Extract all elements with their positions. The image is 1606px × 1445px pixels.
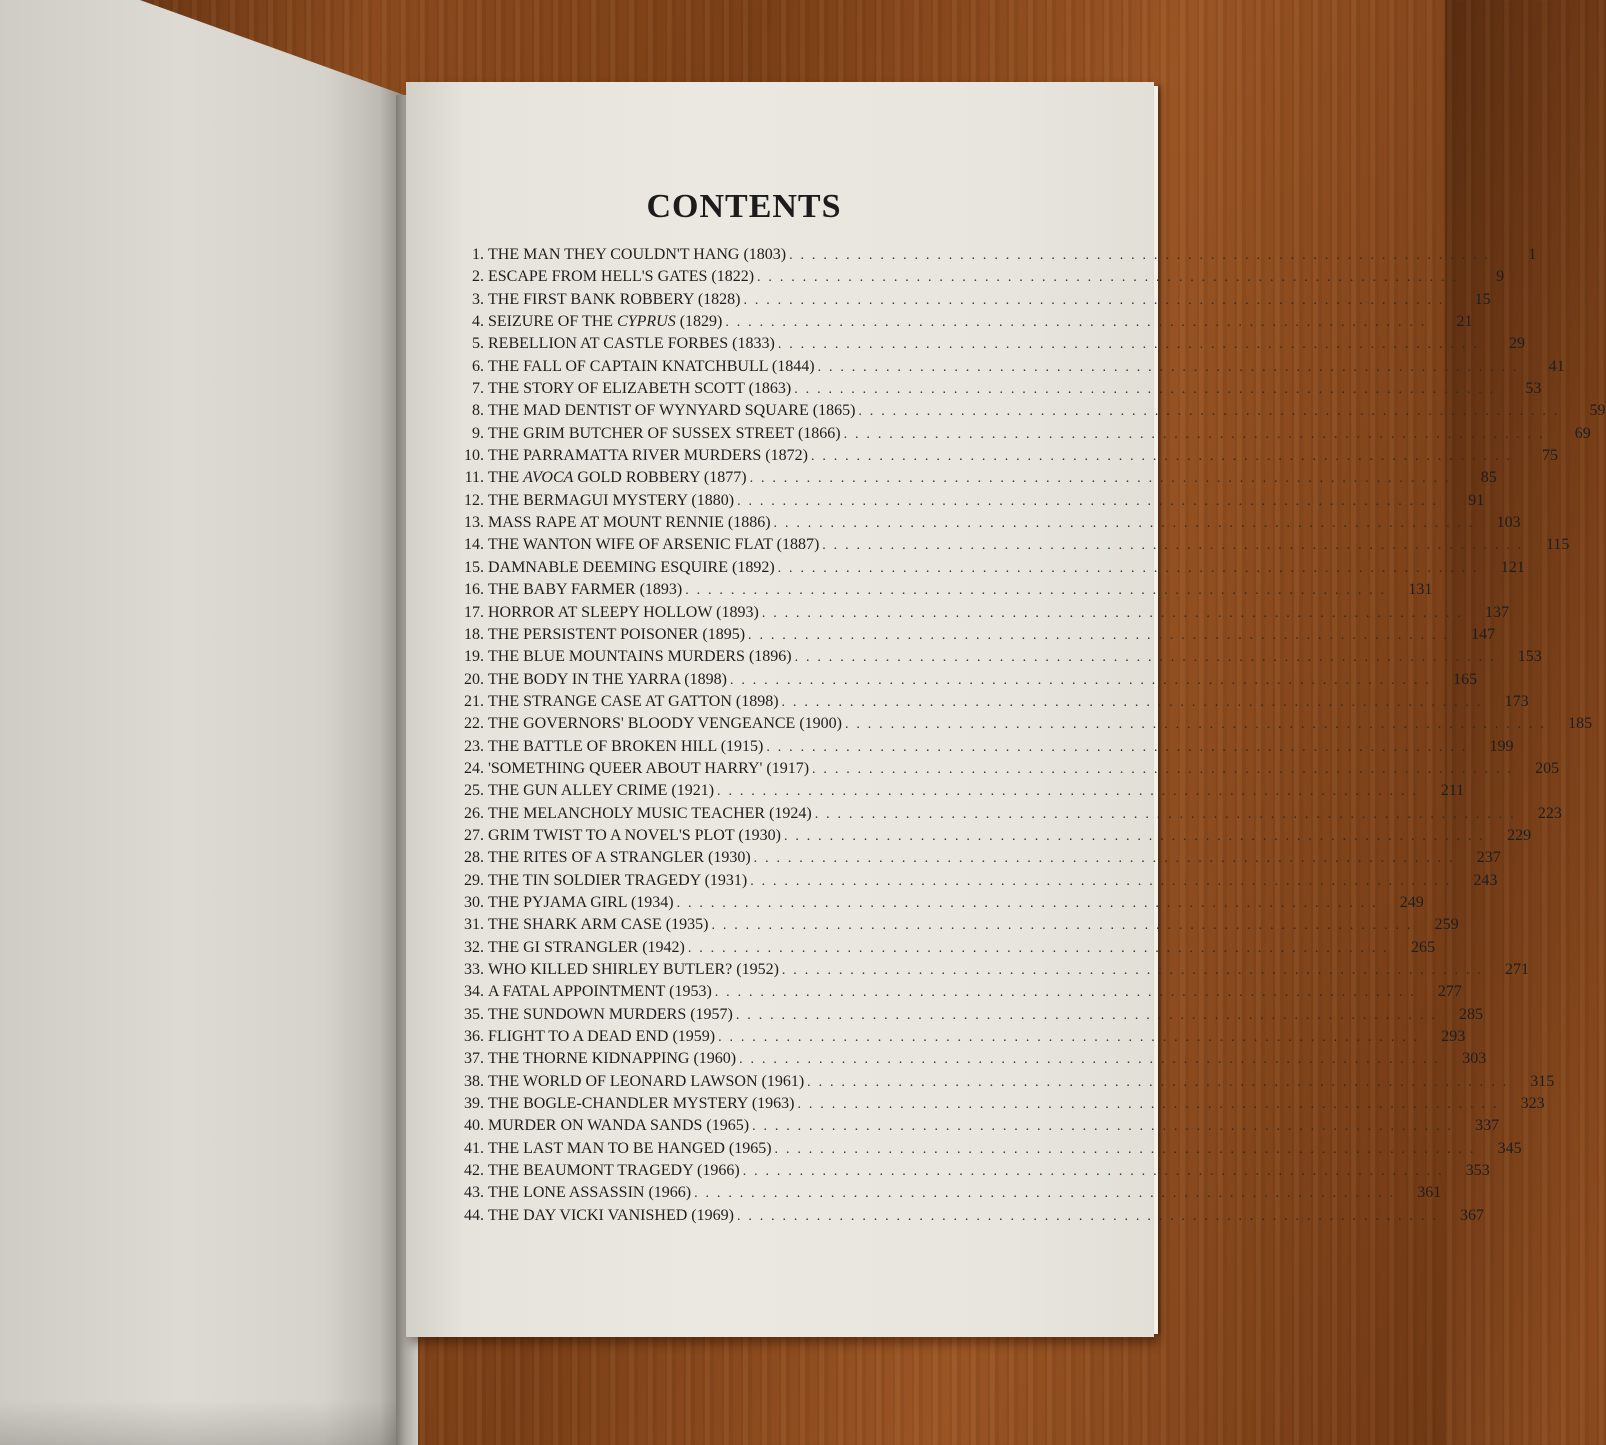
toc-dot-leader: . . . . . . . . . . . . . . . . . . . . . . . . . . . . . . . . . . . . . . . . . . . . . . . . . . . . . . . . . . . . . . [735, 1007, 1437, 1023]
toc-entry [440, 1004, 1483, 1026]
toc-entry [440, 1093, 1545, 1115]
toc-dot-leader: . . . . . . . . . . . . . . . . . . . . . . . . . . . . . . . . . . . . . . . . . . . . . . . . . . . . . . . . . . . . . . [773, 516, 1475, 532]
toc-dot-leader: . . . . . . . . . . . . . . . . . . . . . . . . . . . . . . . . . . . . . . . . . . . . . . . . . . . . . . . . . . . . . . [817, 359, 1519, 375]
toc-entry-page: 137 [1484, 603, 1509, 621]
toc-entry-page: 103 [1496, 514, 1521, 532]
toc-entry-title: THE GRIM BUTCHER OF SUSSEX STREET (1866) [488, 424, 841, 442]
toc-dot-leader: . . . . . . . . . . . . . . . . . . . . . . . . . . . . . . . . . . . . . . . . . . . . . . . . . . . . . . . . . . . . . . [794, 650, 1496, 666]
toc-entry-number: 28. [464, 849, 484, 867]
toc-entry-title: REBELLION AT CASTLE FORBES (1833) [488, 335, 775, 353]
toc-entry-number: 4. [472, 313, 484, 331]
toc-entry-title: HORROR AT SLEEPY HOLLOW (1893) [488, 603, 759, 621]
toc-entry-number: 34. [464, 983, 484, 1001]
toc-entry-title: THE FIRST BANK ROBBERY (1828) [488, 290, 741, 308]
toc-entry-page: 121 [1500, 558, 1525, 576]
toc-entry [440, 713, 1593, 735]
toc-entry-title: THE WORLD OF LEONARD LAWSON (1961) [488, 1072, 805, 1090]
toc-entry-title [486, 311, 725, 333]
toc-entry-title: THE MAD DENTIST OF WYNYARD SQUARE (1865) [488, 402, 856, 420]
toc-entry-title: DAMNABLE DEEMING ESQUIRE (1892) [488, 558, 775, 576]
left-page-shadow [0, 1400, 404, 1445]
toc-dot-leader: . . . . . . . . . . . . . . . . . . . . . . . . . . . . . . . . . . . . . . . . . . . . . . . . . . . . . . . . . . . . . . [761, 605, 1463, 621]
toc-entry-page: 199 [1489, 737, 1514, 755]
toc-dot-leader: . . . . . . . . . . . . . . . . . . . . . . . . . . . . . . . . . . . . . . . . . . . . . . . . . . . . . . . . . . . . . . [766, 739, 1468, 755]
toc-entry-title: THE GI STRANGLER (1942) [488, 938, 685, 956]
toc-entry-page: 185 [1568, 715, 1593, 733]
toc-entry-number: 18. [464, 625, 484, 643]
toc-dot-leader: . . . . . . . . . . . . . . . . . . . . . . . . . . . . . . . . . . . . . . . . . . . . . . . . . . . . . . . . . . . . . . [725, 315, 1427, 331]
toc-entry [440, 244, 1537, 266]
toc-entry-title: THE PERSISTENT POISONER (1895) [488, 625, 746, 643]
toc-dot-leader: . . . . . . . . . . . . . . . . . . . . . . . . . . . . . . . . . . . . . . . . . . . . . . . . . . . . . . . . . . . . . . [781, 963, 1484, 978]
toc-entry-number: 42. [464, 1162, 484, 1180]
toc-entry-page: 223 [1537, 804, 1562, 822]
toc-entry-title: THE PYJAMA GIRL (1934) [488, 893, 674, 911]
toc-entry-page: 367 [1460, 1206, 1485, 1224]
toc-dot-leader: . . . . . . . . . . . . . . . . . . . . . . . . . . . . . . . . . . . . . . . . . . . . . . . . . . . . . . . . . . . . . . [777, 560, 1479, 576]
toc-entry-title-part: THE [488, 469, 524, 487]
toc-entry [440, 937, 1435, 959]
toc-dot-leader: . . . . . . . . . . . . . . . . . . . . . . . . . . . . . . . . . . . . . . . . . . . . . . . . . . . . . . . . . . . . . . [807, 1074, 1509, 1090]
toc-entry-title: THE MAN THEY COULDN'T HANG (1803) [488, 246, 787, 263]
toc-entry [440, 892, 1424, 914]
toc-entry-page: 337 [1475, 1117, 1500, 1135]
toc-entry-title: 'SOMETHING QUEER ABOUT HARRY' (1917) [488, 759, 810, 777]
toc-dot-leader: . . . . . . . . . . . . . . . . . . . . . . . . . . . . . . . . . . . . . . . . . . . . . . . . . . . . . . . . . . . . . . [743, 292, 1445, 308]
toc-entry-page: 323 [1520, 1095, 1545, 1113]
toc-dot-leader: . . . . . . . . . . . . . . . . . . . . . . . . . . . . . . . . . . . . . . . . . . . . . . . . . . . . . . . . . . . . . . [729, 672, 1432, 688]
toc-entry-title: THE GUN ALLEY CRIME (1921) [488, 782, 715, 800]
toc-entry-page: 173 [1504, 692, 1529, 710]
toc-entry [440, 266, 1505, 288]
toc-dot-leader: . . . . . . . . . . . . . . . . . . . . . . . . . . . . . . . . . . . . . . . . . . . . . . . . . . . . . . . . . . . . . . [783, 828, 1486, 844]
toc-entry-number: 35. [464, 1005, 484, 1023]
toc-entry [440, 1160, 1490, 1182]
toc-entry [440, 445, 1559, 467]
toc-entry-title: THE SHARK ARM CASE (1935) [488, 916, 709, 934]
toc-dot-leader: . . . . . . . . . . . . . . . . . . . . . . . . . . . . . . . . . . . . . . . . . . . . . . . . . . . . . . . . . . . . . . [748, 627, 1450, 643]
toc-entry-number: 43. [464, 1184, 484, 1202]
toc-entry-title: THE LONE ASSASSIN (1966) [488, 1184, 692, 1202]
toc-entry-page: 115 [1545, 536, 1570, 554]
toc-entry-page: 205 [1535, 759, 1560, 777]
toc-entry-title: THE LAST MAN TO BE HANGED (1965) [488, 1139, 772, 1157]
toc-entry [440, 646, 1542, 668]
toc-entry-number: 41. [464, 1139, 484, 1157]
toc-entry-title: THE STORY OF ELIZABETH SCOTT (1863) [488, 380, 792, 398]
toc-dot-leader: . . . . . . . . . . . . . . . . . . . . . . . . . . . . . . . . . . . . . . . . . . . . . . . . . . . . . . . . . . . . . . [718, 1030, 1420, 1046]
toc-entry-number: 17. [464, 603, 484, 621]
toc-entry-number: 24. [464, 759, 484, 777]
toc-entry-number: 5. [472, 335, 484, 353]
toc-entry-title: THE MELANCHOLY MUSIC TEACHER (1924) [488, 804, 812, 822]
toc-dot-leader: . . . . . . . . . . . . . . . . . . . . . . . . . . . . . . . . . . . . . . . . . . . . . . . . . . . . . . . . . . . . . . [687, 940, 1389, 956]
toc-entry-number: 30. [464, 893, 484, 911]
toc-entry [440, 1182, 1442, 1204]
toc-entry-number: 23. [464, 737, 484, 755]
toc-entry-number: 32. [464, 938, 484, 956]
toc-entry [440, 400, 1606, 422]
toc-dot-leader: . . . . . . . . . . . . . . . . . . . . . . . . . . . . . . . . . . . . . . . . . . . . . . . . . . . . . . . . . . . . . . [750, 873, 1452, 889]
toc-entry-number: 16. [464, 581, 484, 599]
toc-entry-number: 19. [464, 648, 484, 666]
toc-dot-leader: . . . . . . . . . . . . . . . . . . . . . . . . . . . . . . . . . . . . . . . . . . . . . . . . . . . . . . . . . . . . . . [717, 784, 1419, 800]
toc-dot-leader: . . . . . . . . . . . . . . . . . . . . . . . . . . . . . . . . . . . . . . . . . . . . . . . . . . . . . . . . . . . . . . [736, 1208, 1439, 1224]
toc-entry [440, 1071, 1555, 1093]
toc-entry [440, 423, 1591, 445]
toc-entry-title: THE BEAUMONT TRAGEDY (1966) [488, 1162, 740, 1180]
toc-entry [440, 758, 1560, 780]
toc-entry-page: 265 [1410, 938, 1435, 956]
toc-entry-title-part: SEIZURE OF THE [488, 313, 618, 331]
toc-entry-number: 8. [472, 402, 484, 420]
toc-dot-leader: . . . . . . . . . . . . . . . . . . . . . . . . . . . . . . . . . . . . . . . . . . . . . . . . . . . . . . . . . . . . . . [858, 404, 1560, 420]
toc-entry-page: 243 [1473, 871, 1498, 889]
toc-entry-page: 271 [1505, 961, 1530, 978]
toc-entry-page: 131 [1408, 581, 1433, 599]
toc-entry [440, 512, 1521, 534]
toc-entry-page: 353 [1465, 1162, 1490, 1180]
toc-entry-title-part: GOLD ROBBERY (1877) [573, 469, 747, 487]
toc-entry-title [486, 467, 750, 489]
toc-dot-leader: . . . . . . . . . . . . . . . . . . . . . . . . . . . . . . . . . . . . . . . . . . . . . . . . . . . . . . . . . . . . . . [774, 1141, 1476, 1157]
toc-dot-leader: . . . . . . . . . . . . . . . . . . . . . . . . . . . . . . . . . . . . . . . . . . . . . . . . . . . . . . . . . . . . . . [676, 895, 1378, 911]
toc-entry-number: 11. [464, 469, 484, 487]
toc-entry [440, 1205, 1485, 1227]
toc-dot-leader: . . . . . . . . . . . . . . . . . . . . . . . . . . . . . . . . . . . . . . . . . . . . . . . . . . . . . . . . . . . . . . [685, 583, 1387, 599]
toc-entry-number: 29. [464, 871, 484, 889]
toc-entry-title: A FATAL APPOINTMENT (1953) [488, 983, 712, 1001]
toc-entry-page: 345 [1497, 1139, 1522, 1157]
toc-entry-page: 165 [1453, 670, 1478, 688]
toc-entry-number: 22. [464, 715, 484, 733]
toc-entry-page: 1 [1528, 246, 1537, 263]
toc-entry-title: THE TIN SOLDIER TRAGEDY (1931) [488, 871, 748, 889]
toc-entry [440, 981, 1462, 1003]
toc-entry [440, 378, 1542, 400]
toc-entry-title-italic: AVOCA [523, 469, 574, 487]
toc-dot-leader: . . . . . . . . . . . . . . . . . . . . . . . . . . . . . . . . . . . . . . . . . . . . . . . . . . . . . . . . . . . . . . [711, 918, 1413, 934]
toc-dot-leader: . . . . . . . . . . . . . . . . . . . . . . . . . . . . . . . . . . . . . . . . . . . . . . . . . . . . . . . . . . . . . . [843, 426, 1545, 442]
toc-entry-page: 211 [1440, 782, 1465, 800]
toc-dot-leader: . . . . . . . . . . . . . . . . . . . . . . . . . . . . . . . . . . . . . . . . . . . . . . . . . . . . . . . . . . . . . . [714, 985, 1416, 1001]
toc-entry-page: 41 [1548, 357, 1565, 375]
toc-dot-leader: . . . . . . . . . . . . . . . . . . . . . . . . . . . . . . . . . . . . . . . . . . . . . . . . . . . . . . . . . . . . . . [752, 1119, 1454, 1135]
toc-entry-title: THE PARRAMATTA RIVER MURDERS (1872) [488, 447, 808, 465]
toc-entry-page: 147 [1471, 625, 1496, 643]
toc-dot-leader: . . . . . . . . . . . . . . . . . . . . . . . . . . . . . . . . . . . . . . . . . . . . . . . . . . . . . . . . . . . . . . [844, 717, 1547, 733]
toc-dot-leader: . . . . . . . . . . . . . . . . . . . . . . . . . . . . . . . . . . . . . . . . . . . . . . . . . . . . . . . . . . . . . . [742, 1164, 1444, 1180]
toc-entry [440, 780, 1465, 802]
toc-entry-title: FLIGHT TO A DEAD END (1959) [488, 1028, 716, 1046]
toc-dot-leader: . . . . . . . . . . . . . . . . . . . . . . . . . . . . . . . . . . . . . . . . . . . . . . . . . . . . . . . . . . . . . . [749, 471, 1451, 487]
toc-entry-title: THE STRANGE CASE AT GATTON (1898) [488, 692, 779, 710]
toc-entry-page: 285 [1459, 1005, 1483, 1023]
toc-entry [440, 557, 1525, 579]
toc-entry [440, 534, 1570, 556]
toc-entry-title: THE BABY FARMER (1893) [488, 581, 683, 599]
toc-entry-page: 21 [1456, 313, 1473, 331]
toc-entry-number: 36. [464, 1028, 484, 1046]
toc-entry-number: 7. [472, 380, 484, 398]
toc-entry-number: 27. [464, 826, 484, 844]
table-of-contents [440, 244, 1606, 1227]
toc-entry-page: 293 [1441, 1028, 1466, 1046]
toc-entry-page: 303 [1462, 1050, 1487, 1068]
toc-entry [440, 1138, 1522, 1160]
toc-entry-number: 39. [464, 1095, 484, 1113]
toc-entry-title: MASS RAPE AT MOUNT RENNIE (1886) [488, 514, 771, 532]
toc-entry-page: 15 [1474, 290, 1491, 308]
toc-entry [440, 1115, 1500, 1137]
toc-dot-leader: . . . . . . . . . . . . . . . . . . . . . . . . . . . . . . . . . . . . . . . . . . . . . . . . . . . . . . . . . . . . . . [789, 248, 1491, 263]
toc-entry [440, 1048, 1487, 1070]
toc-entry [440, 602, 1509, 624]
toc-entry-number: 21. [464, 692, 484, 710]
toc-entry-number: 40. [464, 1117, 484, 1135]
toc-entry-page: 91 [1468, 491, 1485, 509]
toc-entry-number: 6. [472, 357, 484, 375]
toc-entry [440, 669, 1478, 691]
toc-entry [440, 467, 1497, 489]
toc-entry [440, 490, 1485, 512]
toc-entry [440, 959, 1530, 981]
toc-entry [440, 847, 1501, 869]
toc-entry-title: WHO KILLED SHIRLEY BUTLER? (1952) [488, 961, 779, 978]
toc-entry-number: 12. [464, 491, 484, 509]
toc-entry-title: THE WANTON WIFE OF ARSENIC FLAT (1887) [488, 536, 820, 554]
toc-entry-title: THE BERMAGUI MYSTERY (1880) [488, 491, 735, 509]
toc-entry-number: 15. [464, 558, 484, 576]
toc-entry-title-part: (1829) [675, 313, 723, 331]
toc-entry [440, 289, 1491, 311]
toc-entry-page: 153 [1517, 648, 1542, 666]
toc-entry-page: 59 [1589, 402, 1606, 420]
toc-entry-title: THE SUNDOWN MURDERS (1957) [488, 1005, 733, 1023]
toc-entry-page: 249 [1399, 893, 1424, 911]
toc-dot-leader: . . . . . . . . . . . . . . . . . . . . . . . . . . . . . . . . . . . . . . . . . . . . . . . . . . . . . . . . . . . . . . [797, 1097, 1499, 1113]
toc-entry [440, 333, 1525, 355]
toc-dot-leader: . . . . . . . . . . . . . . . . . . . . . . . . . . . . . . . . . . . . . . . . . . . . . . . . . . . . . . . . . . . . . . [794, 382, 1496, 398]
toc-entry [440, 736, 1514, 758]
toc-entry-page: 85 [1480, 469, 1497, 487]
toc-entry [440, 579, 1433, 601]
toc-entry-title: MURDER ON WANDA SANDS (1965) [488, 1117, 750, 1135]
toc-dot-leader: . . . . . . . . . . . . . . . . . . . . . . . . . . . . . . . . . . . . . . . . . . . . . . . . . . . . . . . . . . . . . . [737, 493, 1439, 509]
toc-entry-title: GRIM TWIST TO A NOVEL'S PLOT (1930) [488, 826, 781, 844]
toc-entry [440, 691, 1529, 713]
toc-dot-leader: . . . . . . . . . . . . . . . . . . . . . . . . . . . . . . . . . . . . . . . . . . . . . . . . . . . . . . . . . . . . . . [814, 806, 1516, 822]
toc-entry-number: 3. [472, 290, 484, 308]
toc-entry-page: 237 [1476, 849, 1501, 867]
toc-entry-number: 2. [472, 268, 484, 286]
toc-entry-page: 259 [1434, 916, 1459, 934]
toc-dot-leader: . . . . . . . . . . . . . . . . . . . . . . . . . . . . . . . . . . . . . . . . . . . . . . . . . . . . . . . . . . . . . . [777, 337, 1479, 353]
toc-entry-number: 9. [472, 424, 484, 442]
toc-entry [440, 356, 1565, 378]
contents-heading: CONTENTS [646, 188, 842, 225]
toc-entry-title: THE DAY VICKI VANISHED (1969) [488, 1206, 734, 1224]
toc-entry-page: 277 [1437, 983, 1462, 1001]
toc-entry-page: 361 [1417, 1184, 1442, 1202]
toc-entry [440, 914, 1459, 936]
toc-entry-number: 33. [464, 961, 484, 978]
toc-entry [440, 803, 1562, 825]
toc-entry-title: ESCAPE FROM HELL'S GATES (1822) [488, 268, 755, 286]
toc-entry [440, 624, 1496, 646]
toc-entry-number: 25. [464, 782, 484, 800]
toc-entry-title: THE BOGLE-CHANDLER MYSTERY (1963) [488, 1095, 795, 1113]
toc-entry-page: 9 [1496, 268, 1505, 286]
toc-dot-leader: . . . . . . . . . . . . . . . . . . . . . . . . . . . . . . . . . . . . . . . . . . . . . . . . . . . . . . . . . . . . . . [694, 1186, 1396, 1202]
toc-entry [440, 311, 1473, 333]
toc-entry-number: 31. [464, 916, 484, 934]
toc-entry-page: 53 [1525, 380, 1542, 398]
toc-entry-title: THE FALL OF CAPTAIN KNATCHBULL (1844) [488, 357, 815, 375]
toc-entry-number: 13. [464, 514, 484, 532]
toc-entry-page: 29 [1508, 335, 1525, 353]
toc-dot-leader: . . . . . . . . . . . . . . . . . . . . . . . . . . . . . . . . . . . . . . . . . . . . . . . . . . . . . . . . . . . . . . [812, 761, 1514, 777]
toc-entry-title: THE GOVERNORS' BLOODY VENGEANCE (1900) [488, 715, 842, 733]
toc-entry-title: THE RITES OF A STRANGLER (1930) [488, 849, 751, 867]
toc-dot-leader: . . . . . . . . . . . . . . . . . . . . . . . . . . . . . . . . . . . . . . . . . . . . . . . . . . . . . . . . . . . . . . [757, 270, 1459, 286]
toc-entry-title: THE THORNE KIDNAPPING (1960) [488, 1050, 737, 1068]
toc-entry-number: 26. [464, 804, 484, 822]
toc-dot-leader: . . . . . . . . . . . . . . . . . . . . . . . . . . . . . . . . . . . . . . . . . . . . . . . . . . . . . . . . . . . . . . [739, 1052, 1441, 1068]
toc-dot-leader: . . . . . . . . . . . . . . . . . . . . . . . . . . . . . . . . . . . . . . . . . . . . . . . . . . . . . . . . . . . . . . [753, 851, 1455, 867]
toc-entry-number: 10. [464, 447, 484, 465]
toc-entry-title: THE BODY IN THE YARRA (1898) [488, 670, 727, 688]
toc-entry [440, 870, 1498, 892]
toc-entry-number: 44. [464, 1206, 484, 1224]
toc-dot-leader: . . . . . . . . . . . . . . . . . . . . . . . . . . . . . . . . . . . . . . . . . . . . . . . . . . . . . . . . . . . . . . [822, 538, 1524, 554]
toc-entry-title: THE BATTLE OF BROKEN HILL (1915) [488, 737, 764, 755]
toc-entry-number: 14. [464, 536, 484, 554]
toc-entry [440, 825, 1532, 847]
toc-dot-leader: . . . . . . . . . . . . . . . . . . . . . . . . . . . . . . . . . . . . . . . . . . . . . . . . . . . . . . . . . . . . . . [781, 694, 1483, 710]
toc-entry-number: 37. [464, 1050, 484, 1068]
toc-entry [440, 1026, 1466, 1048]
toc-entry-title-italic: CYPRUS [617, 313, 676, 331]
toc-entry-number: 20. [464, 670, 484, 688]
toc-dot-leader: . . . . . . . . . . . . . . . . . . . . . . . . . . . . . . . . . . . . . . . . . . . . . . . . . . . . . . . . . . . . . . [810, 449, 1513, 465]
toc-entry-page: 69 [1574, 424, 1591, 442]
toc-entry-page: 229 [1507, 826, 1532, 844]
toc-entry-page: 75 [1542, 447, 1559, 465]
toc-entry-number: 38. [464, 1072, 484, 1090]
toc-entry-page: 315 [1530, 1072, 1555, 1090]
toc-entry-title: THE BLUE MOUNTAINS MURDERS (1896) [488, 648, 792, 666]
toc-entry-number: 1. [472, 246, 484, 263]
